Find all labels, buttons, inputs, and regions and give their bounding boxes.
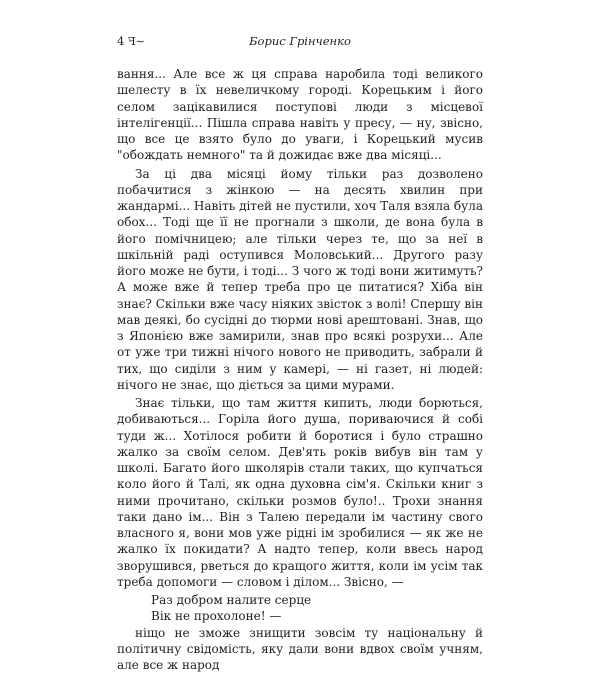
page-number: 4: [117, 33, 124, 49]
verse-line: Вік не прохолоне! —: [117, 608, 483, 624]
paragraph: ніщо не зможе знищити зовсім ту національну й політичну свідомість, яку дали вони вдвох своїм учням, але все ж народ: [117, 625, 483, 673]
running-title-author: Борис Грінченко: [117, 33, 483, 49]
paragraph-continued: вання... Але все ж ця справа наробила тоді великого шелесту в їх невеличкому городі. Корецьким і його селом зацікавилися поступові люди з місцевої інтелігенції... Пішла справа навіть у пресу, — ну, звісно, що все це взято було до уваги, і Корецький мусив "обождать немного" та й дожидає вже два місяці...: [117, 66, 483, 164]
paragraph: Знає тільки, що там життя кипить, люди борються, добиваються... Горіла його душа, пориваючися й собі туди ж... Хотілося робити й боротися і було страшно жалко за своїм селом. Дев'ять років вибув він там у школі. Багато його школярів стали таких, що купчаться коло його й Талі, як одна духовна сім'я. Скільки книг з ними прочитано, скільки розмов було!.. Трохи знання таки дано ім... Він з Талею передали ім частину свого власного я, вони мов уже рідні ім зробилися — як же не жалко їх покидати? А надто тепер, коли ввесь народ зворушився, рветься до кращого життя, коли ім усім так треба допомоги — словом і ділом... Звісно, —: [117, 395, 483, 590]
verse-line: Раз добром налите серце: [117, 592, 483, 608]
body-text: [117, 66, 483, 673]
running-head: [117, 33, 483, 49]
ornament-icon: ꟻ∼: [128, 34, 145, 50]
paragraph: За ці два місяці йому тільки раз дозволено побачитися з жінкою — на десять хвилин при жандармі... Навіть дітей не пустили, хоч Таля взяла була обох... Тоді ще її не прогнали з школи, де вона була в його помічницею; але тільки через те, що за неї в шкільній раді оступився Моловський... Другого разу його може не бути, і тоді... З чого ж тоді вони житимуть? А може вже й тепер треба про це питатися? Хіба він знає? Скільки вже часу ніяких звісток з волі! Спершу він мав деякі, бо сусідні до тюрми нові арештовані. Знав, що з Японією вже замирили, знав про всякі розрухи... Але от уже три тижні нічого нового не приводить, забрали й тих, що сиділи з ним у камері, — ні газет, ні людей: нічого не знає, що діється за цими мурами.: [117, 166, 483, 394]
